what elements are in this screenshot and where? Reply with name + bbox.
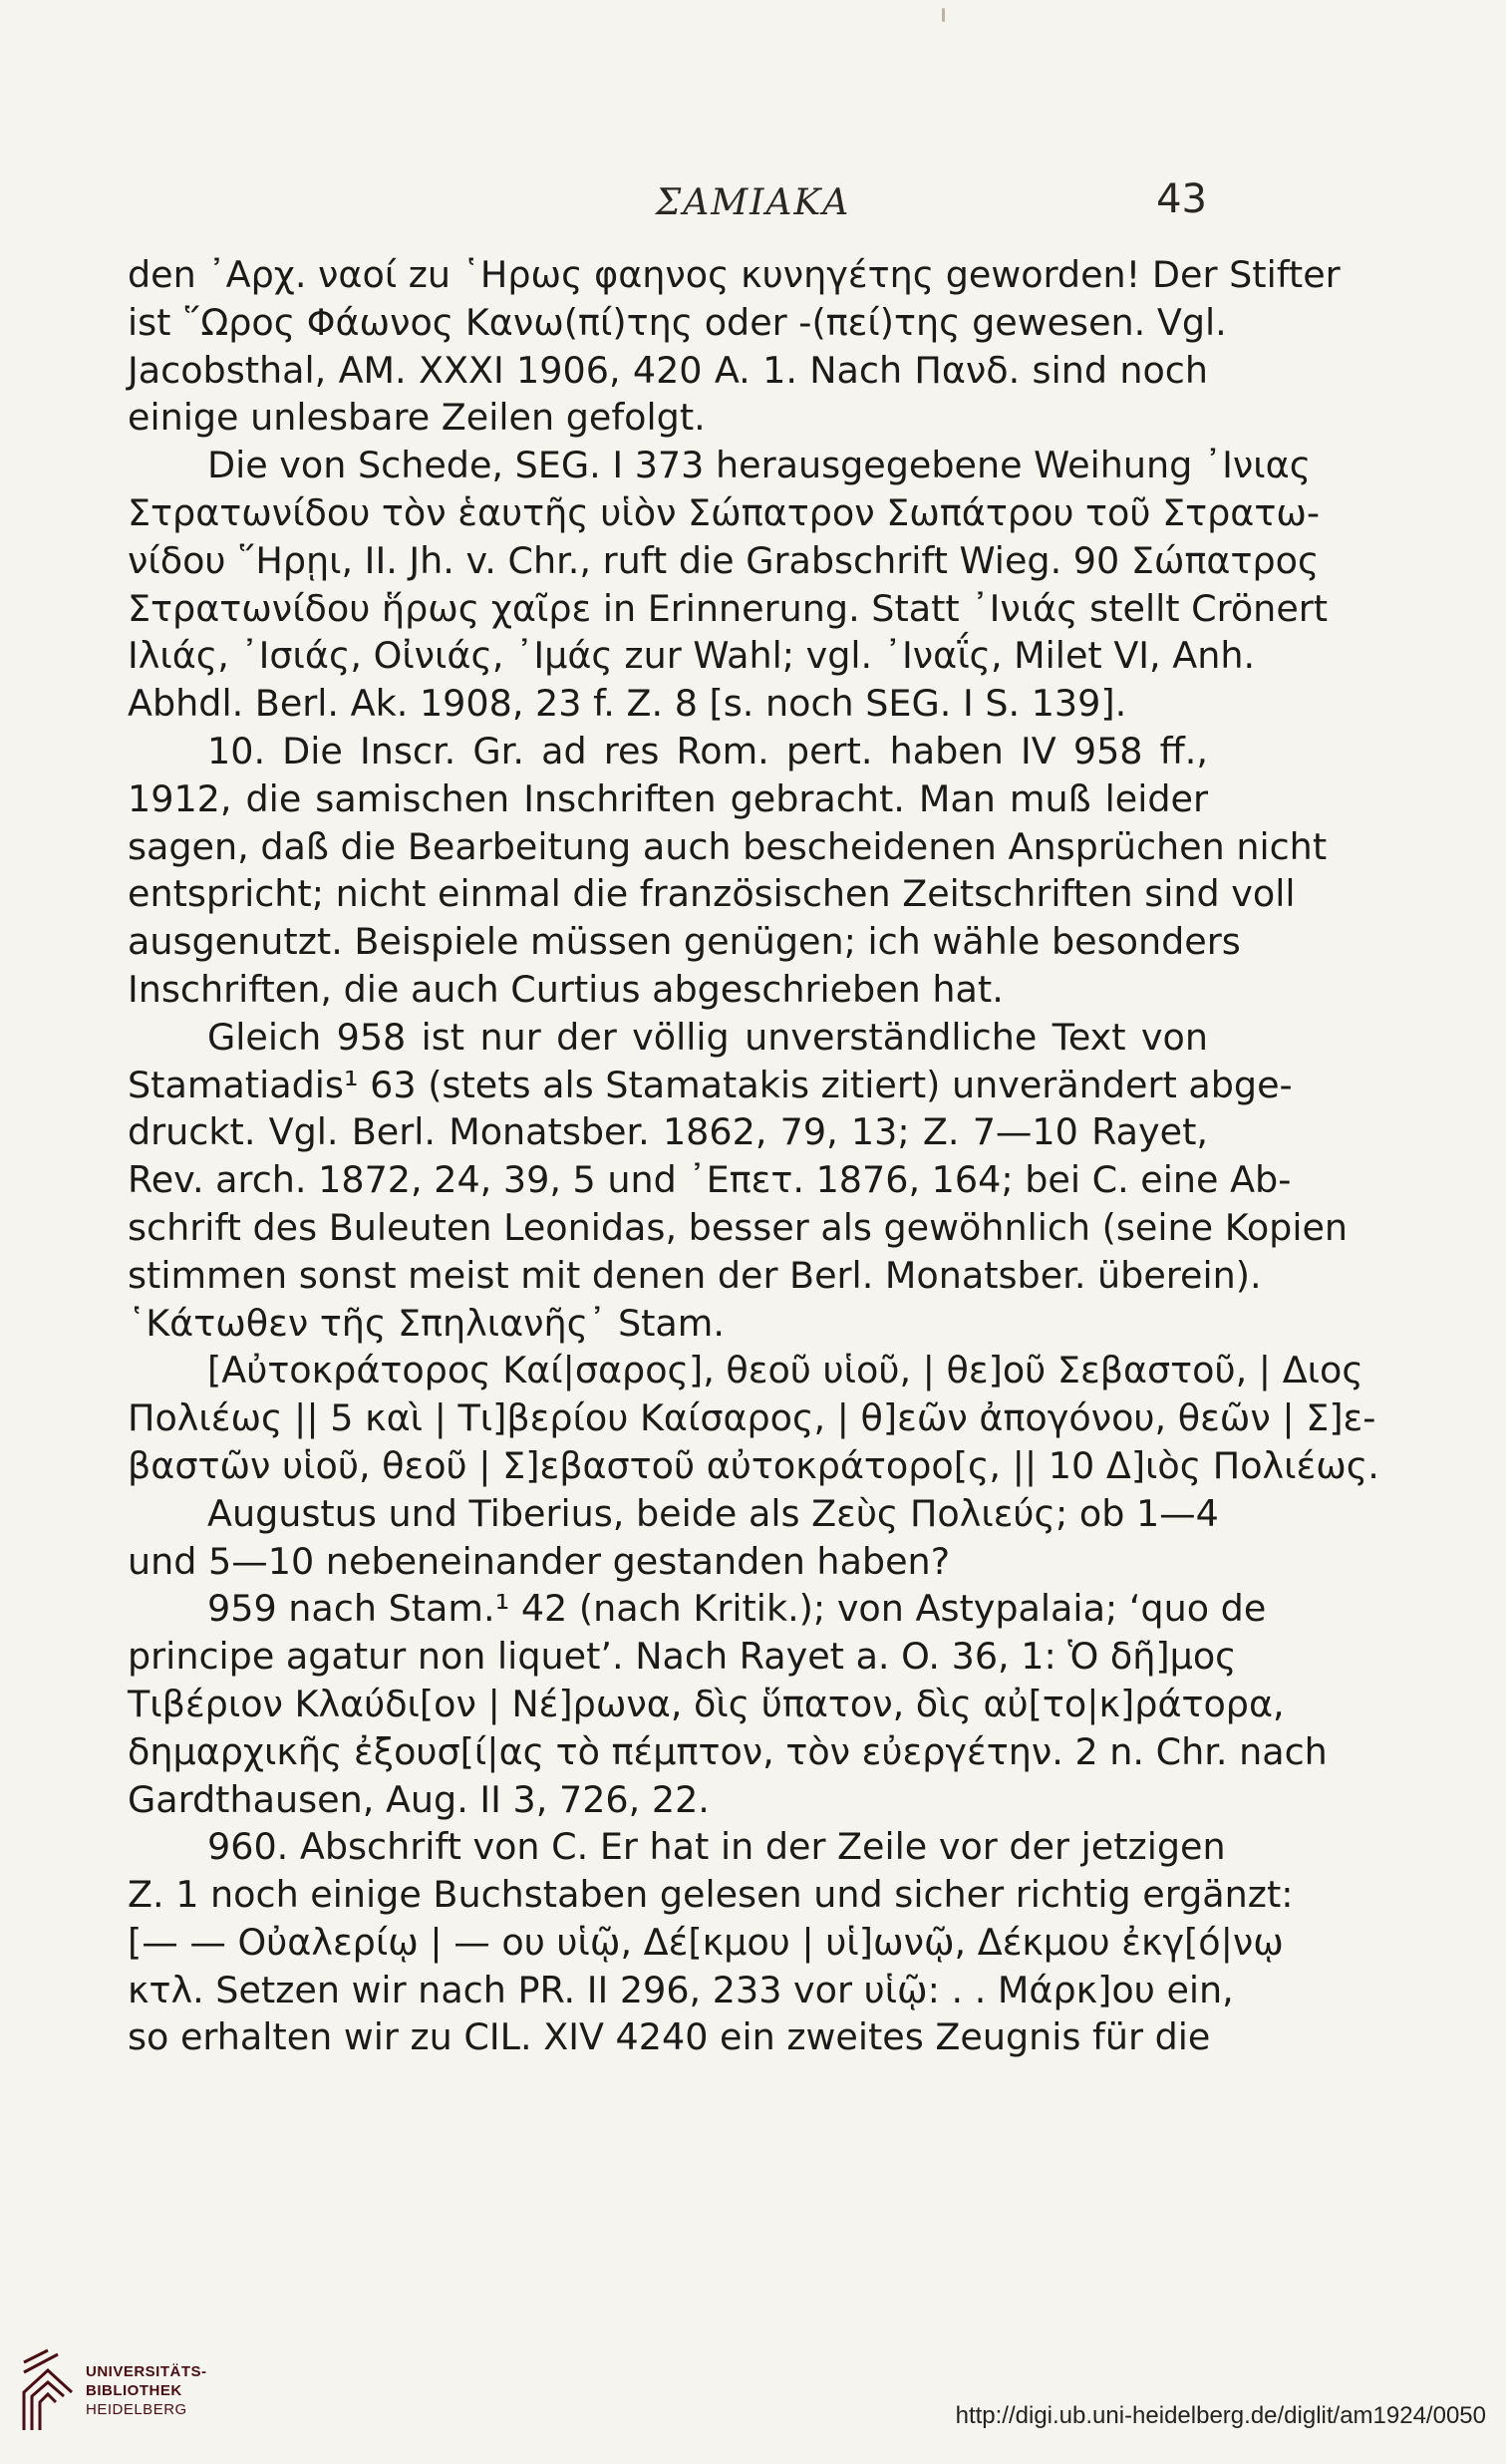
text-line: stimmen sonst meist mit denen der Berl. Monatsber. überein). — [128, 1253, 1262, 1297]
library-logo-icon — [18, 2352, 78, 2432]
text-line: und 5—10 nebeneinander gestanden haben? — [128, 1539, 951, 1583]
source-url-link[interactable]: http://digi.ub.uni-heidelberg.de/diglit/am1924/0050 — [955, 2402, 1486, 2429]
text-line: entspricht; nicht einmal die französischen Zeitschriften sind voll — [128, 872, 1296, 916]
text-line: ῾Κάτωθεν τῆς Σπηλιανῆς᾿ Stam. — [128, 1301, 725, 1345]
text-line: 960. Abschrift von C. Er hat in der Zeile vor der jetzigen — [207, 1825, 1226, 1869]
body-text — [128, 251, 1379, 2061]
scan-artifact — [942, 8, 945, 22]
text-line: den ᾿Αρχ. ναοί zu ῾Ηρως φαηνος κυνηγέτης geworden! Der Stifter — [128, 253, 1341, 296]
text-line: so erhalten wir zu CIL. XIV 4240 ein zweites Zeugnis für die — [128, 2015, 1211, 2059]
text-line: βαστῶν υἱοῦ, θεοῦ | Σ]εβαστοῦ αὐτοκράτορο[ς, || 10 Δ]ιὸς Πολιέως. — [128, 1443, 1379, 1487]
text-line: Πολιέως || 5 καὶ | Τι]βερίου Καίσαρος, | θ]εῶν ἀπογόνου, θεῶν | Σ]ε- — [128, 1396, 1376, 1440]
text-line: [— — Οὐαλερίῳ | — ου υἱῷ, Δέ[κμου | υἱ]ωνῷ, Δέκμου ἐκγ[ό|νῳ — [128, 1920, 1284, 1964]
text-line: 10. Die Inscr. Gr. ad res Rom. pert. haben IV 958 ff., — [207, 729, 1208, 772]
text-line: Inschriften, die auch Curtius abgeschrieben hat. — [128, 967, 1004, 1011]
logo-line: UNIVERSITÄTS- — [86, 2363, 207, 2380]
text-line: einige unlesbare Zeilen gefolgt. — [128, 396, 706, 440]
text-line: Abhdl. Berl. Ak. 1908, 23 f. Z. 8 [s. noch SEG. I S. 139]. — [128, 682, 1127, 726]
text-line: schrift des Buleuten Leonidas, besser als gewöhnlich (seine Kopien — [128, 1205, 1349, 1249]
text-line: druckt. Vgl. Berl. Monatsber. 1862, 79, 13; Z. 7—10 Rayet, — [128, 1110, 1208, 1154]
running-head — [0, 174, 1506, 234]
text-line: νίδου ῞Ηρῃι, II. Jh. v. Chr., ruft die Grabschrift Wieg. 90 Σώπατρος — [128, 538, 1320, 582]
library-logo — [18, 2352, 207, 2432]
text-line: principe agatur non liquet’. Nach Rayet a. O. 36, 1: Ὁ δῆ]μος — [128, 1635, 1237, 1679]
text-line: δημαρχικῆς ἐξουσ[ί|ας τὸ πέμπτον, τὸν εὐεργέτην. 2 n. Chr. nach — [128, 1729, 1328, 1773]
text-line: Gardthausen, Aug. II 3, 726, 22. — [128, 1777, 710, 1821]
text-line: κτλ. Setzen wir nach PR. II 296, 233 vor υἱῷ: . . Μάρκ]ου ein, — [128, 1968, 1234, 2011]
logo-line: BIBLIOTHEK — [86, 2382, 182, 2399]
text-line: sagen, daß die Bearbeitung auch bescheidenen Ansprüchen nicht — [128, 824, 1328, 868]
text-line: Gleich 958 ist nur der völlig unverständliche Text von — [207, 1015, 1208, 1059]
text-line: Rev. arch. 1872, 24, 39, 5 und ᾿Επετ. 1876, 164; bei C. eine Ab- — [128, 1158, 1292, 1202]
text-line: Die von Schede, SEG. I 373 herausgegebene Weihung ᾿Ινιας — [207, 444, 1312, 487]
text-line: Ιλιάς, ᾿Ισιάς, Οἰνιάς, ᾿Ιμάς zur Wahl; vgl. ᾿Ιναΐς, Milet VI, Anh. — [128, 634, 1256, 678]
logo-line: HEIDELBERG — [86, 2401, 187, 2418]
text-line: Στρατωνίδου τὸν ἑαυτῆς υἱὸν Σώπατρον Σωπάτρου τοῦ Στρατω- — [128, 490, 1321, 534]
text-line: 1912, die samischen Inschriften gebracht. Man muß leider — [128, 776, 1208, 820]
text-line: Στρατωνίδου ἥρως χαῖρε in Erinnerung. Statt ᾿Ινιάς stellt Crönert — [128, 586, 1329, 630]
text-line: 959 nach Stam.¹ 42 (nach Kritik.); von Astypalaia; ‘quo de — [207, 1587, 1267, 1631]
text-line: Stamatiadis¹ 63 (stets als Stamatakis zitiert) unverändert abge- — [128, 1063, 1293, 1106]
text-line: Augustus und Tiberius, beide als Ζεὺς Πολιεύς; ob 1—4 — [207, 1491, 1219, 1535]
page-number: 43 — [1156, 176, 1207, 222]
text-line: ausgenutzt. Beispiele müssen genügen; ich wähle besonders — [128, 920, 1241, 964]
text-line: Jacobsthal, AM. XXXI 1906, 420 A. 1. Nach Πανδ. sind noch — [128, 348, 1208, 392]
text-line: [Αὐτοκράτορος Καί|σαρος], θεοῦ υἱοῦ, | θε]οῦ Σεβαστοῦ, | Διος — [207, 1349, 1363, 1392]
running-title: ΣΑΜΙΑΚΑ — [655, 182, 851, 223]
text-line: Z. 1 noch einige Buchstaben gelesen und sicher richtig ergänzt: — [128, 1873, 1294, 1917]
library-logo-text — [86, 2362, 207, 2419]
text-line: Τιβέριον Κλαύδι[ον | Νέ]ρωνα, δὶς ὕπατον, δὶς αὐ[το|κ]ράτορα, — [128, 1682, 1285, 1725]
text-line: ist ῞Ωρος Φάωνος Κανω(πί)της oder -(πεί)της gewesen. Vgl. — [128, 300, 1227, 344]
